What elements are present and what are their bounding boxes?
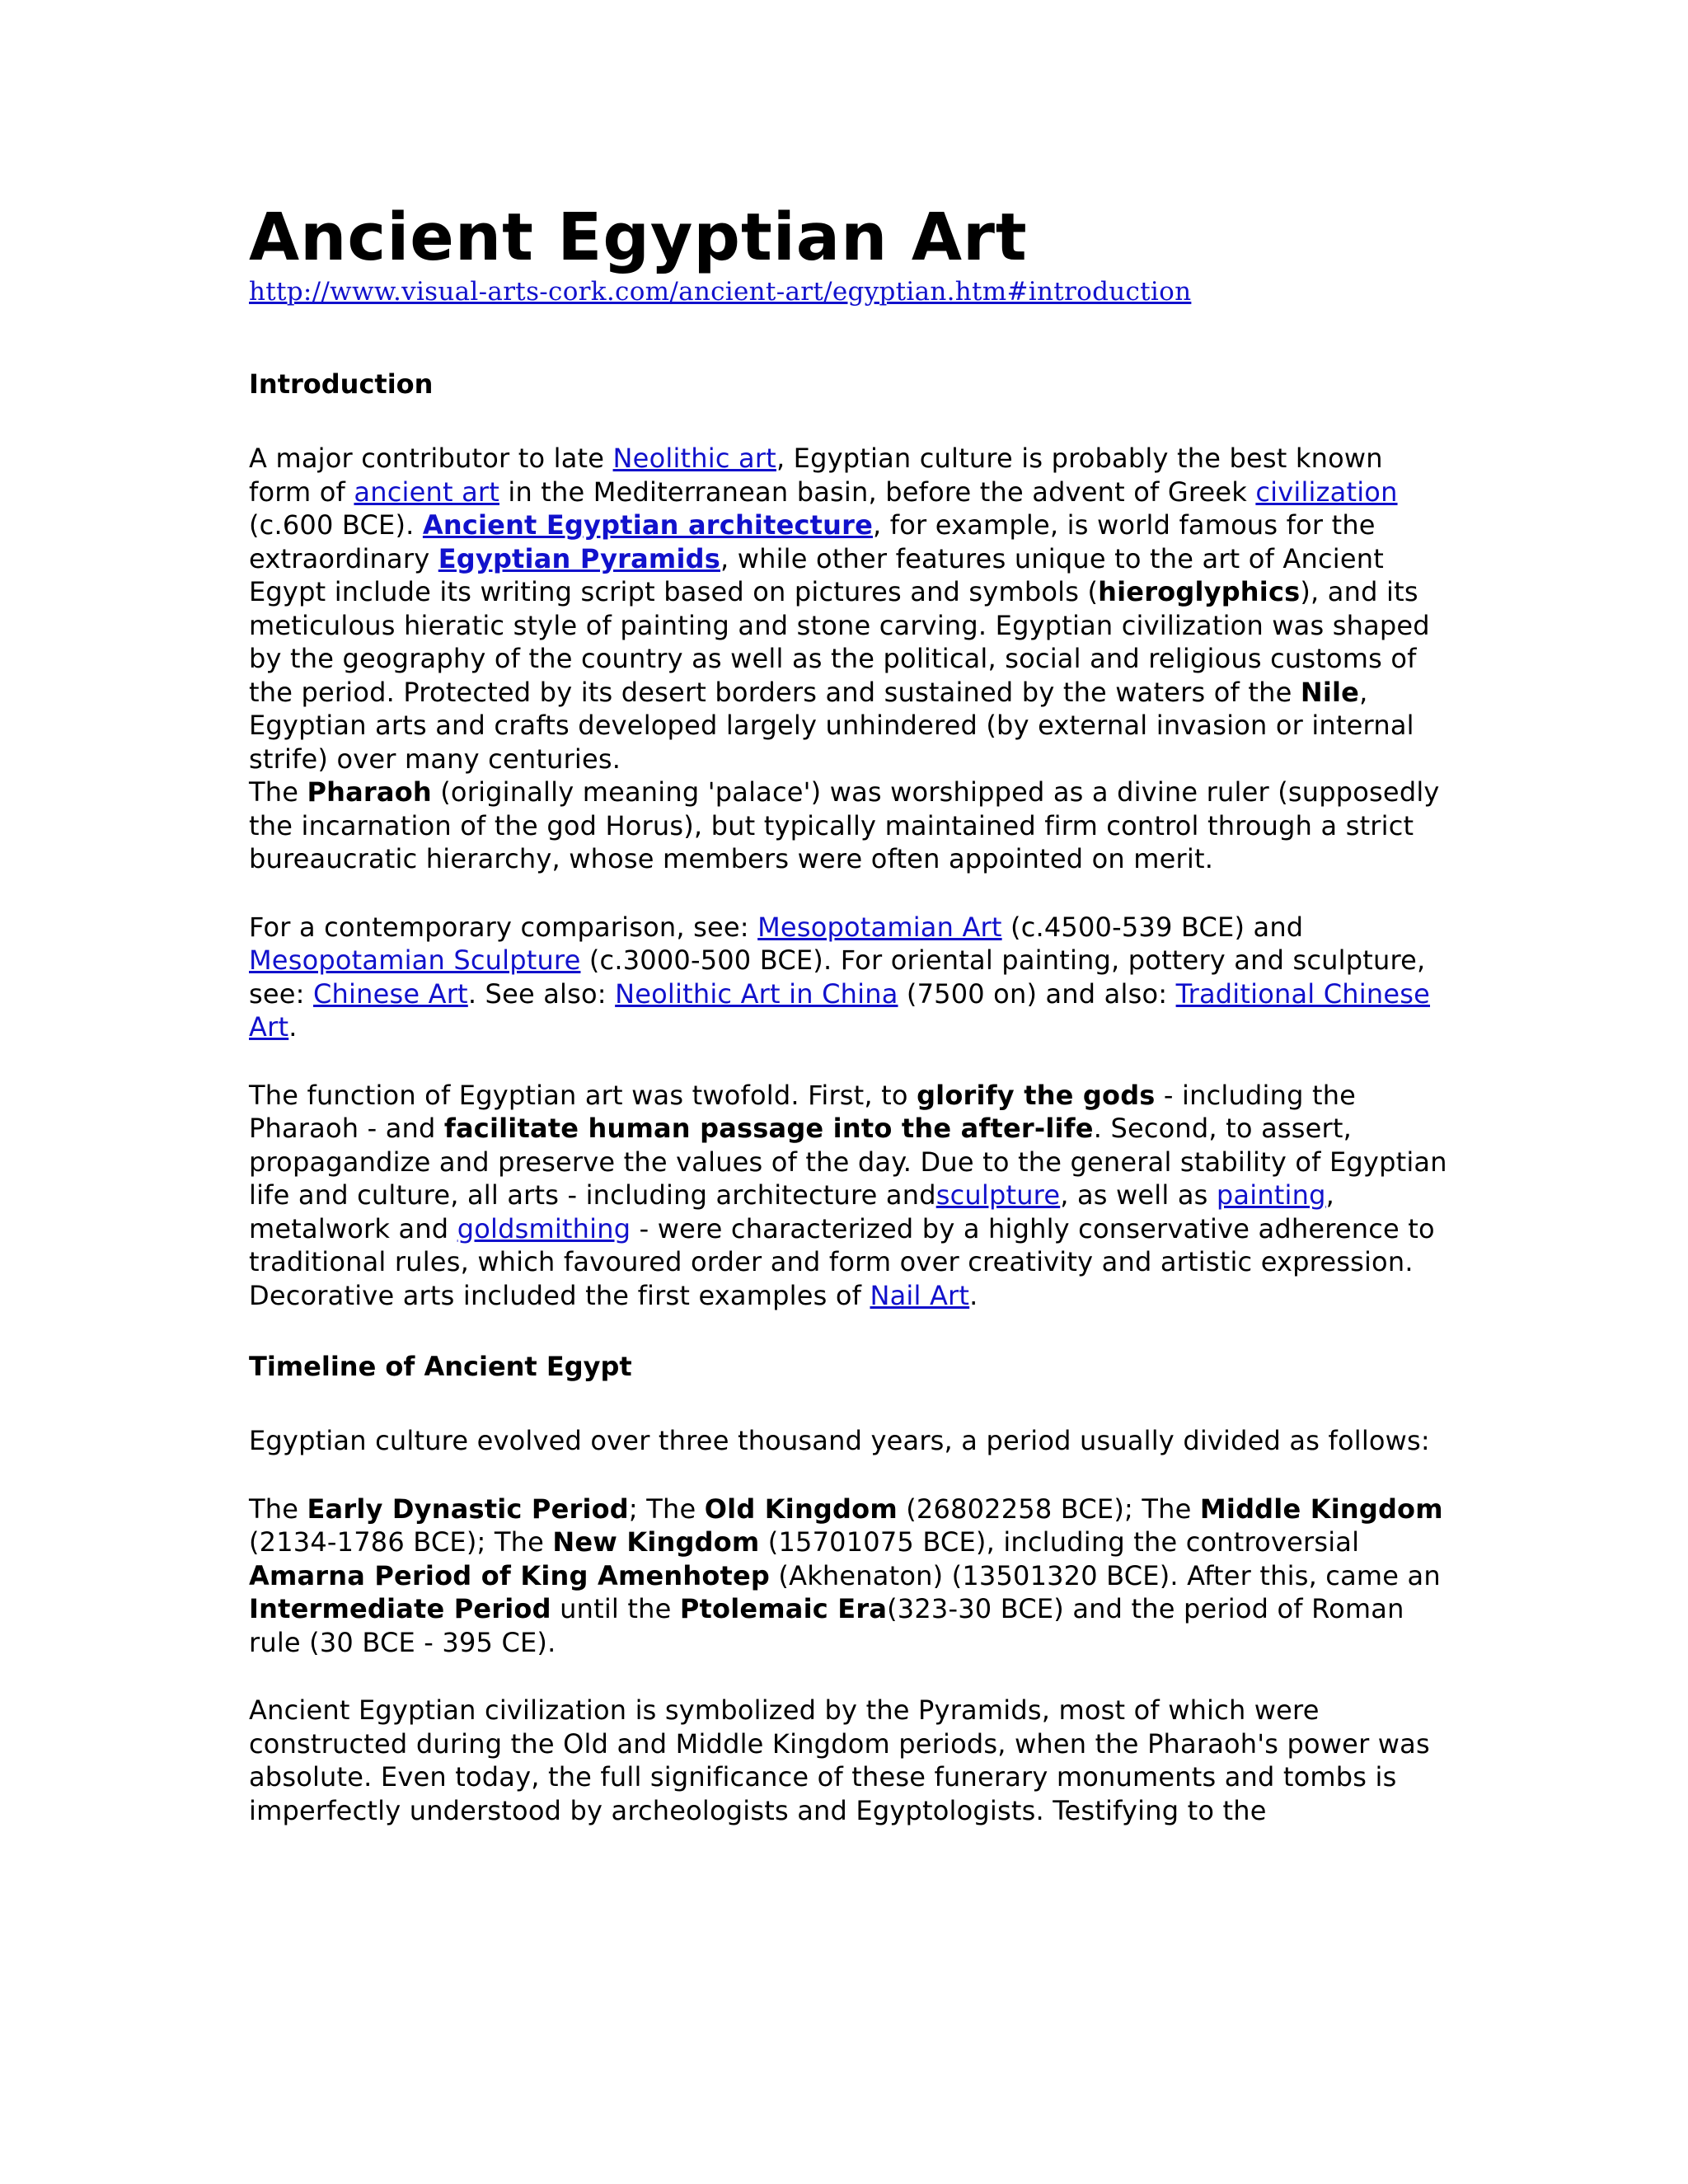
- function-paragraph: The function of Egyptian art was twofold. First, to glorify the gods - including the Pharaoh - and facilitate human passage into the after-life. Second, to assert, propagandize and preserve the values of the day. Due to the general stability of Egyptian life and culture, all arts - including architecture andsculpture, as well as painting, metalwork and goldsmithing - were characterized by a highly conservative adherence to traditional rules, which favoured order and form over creativity and artistic expression. Decorative arts included the first examples of Nail Art.: [249, 1079, 1447, 1311]
- glorify-gods-term: glorify the gods: [917, 1079, 1156, 1111]
- document-page: [249, 198, 1452, 1827]
- nail-art-link[interactable]: Nail Art: [870, 1279, 970, 1311]
- neolithic-art-link[interactable]: Neolithic art: [612, 443, 776, 474]
- timeline-intro-paragraph: Egyptian culture evolved over three thousand years, a period usually divided as follows:: [249, 1425, 1430, 1456]
- early-dynastic-term: Early Dynastic Period: [307, 1493, 629, 1525]
- traditional-chinese-art-link[interactable]: Traditional Chinese Art: [249, 977, 1431, 1043]
- amarna-period-term: Amarna Period of King Amenhotep: [249, 1559, 771, 1591]
- introduction-heading: Introduction: [249, 368, 434, 400]
- nile-term: Nile: [1300, 676, 1360, 708]
- civilization-link[interactable]: civilization: [1255, 476, 1398, 508]
- painting-link[interactable]: painting: [1216, 1179, 1326, 1211]
- pharaoh-term: Pharaoh: [307, 776, 432, 808]
- pyramids-paragraph: Ancient Egyptian civilization is symbolized by the Pyramids, most of which were constructed during the Old and Middle Kingdom periods, when the Pharaoh's power was absolute. Even today, the full significance of these funerary monuments and tombs is imperfectly understood by archeologists and Egyptologists. Testifying to the: [249, 1694, 1430, 1826]
- chinese-art-link[interactable]: Chinese Art: [313, 977, 468, 1010]
- timeline-heading: Timeline of Ancient Egypt: [249, 1351, 632, 1382]
- hieroglyphics-term: hieroglyphics: [1098, 576, 1301, 607]
- ancient-art-link[interactable]: ancient art: [354, 476, 499, 508]
- new-kingdom-term: New Kingdom: [552, 1526, 760, 1558]
- intermediate-period-term: Intermediate Period: [249, 1593, 551, 1624]
- facilitate-passage-term: facilitate human passage into the after-life: [443, 1113, 1094, 1144]
- source-url-link[interactable]: http://www.visual-arts-cork.com/ancient-art/egyptian.htm#introduction: [249, 277, 1192, 307]
- middle-kingdom-term: Middle Kingdom: [1199, 1493, 1443, 1525]
- old-kingdom-term: Old Kingdom: [704, 1493, 898, 1525]
- sculpture-link[interactable]: sculpture: [935, 1179, 1061, 1211]
- ptolemaic-era-term: Ptolemaic Era: [679, 1593, 888, 1624]
- intro-paragraph: A major contributor to late Neolithic art, Egyptian culture is probably the best known form of ancient art in the Mediterranean basin, before the advent of Greek civilization (c.600 BCE). Ancient Egyptian architecture, for example, is world famous for the extraordinary Egyptian Pyramids, while other features unique to the art of Ancient Egypt include its writing script based on pictures and symbols (hieroglyphics), and its meticulous hieratic style of painting and stone carving. Egyptian civilization was shaped by the geography of the country as well as the political, social and religious customs of the period. Protected by its desert borders and sustained by the waters of the Nile, Egyptian arts and crafts developed largely unhindered (by external invasion or internal strife) over many centuries. The Pharaoh (originally meaning 'palace') was worshipped as a divine ruler (supposedly the incarnation of the god Horus), but typically maintained firm control through a strict bureaucratic hierarchy, whose members were often appointed on merit.: [249, 443, 1440, 874]
- goldsmithing-link[interactable]: goldsmithing: [457, 1212, 631, 1244]
- mesopotamian-sculpture-link[interactable]: Mesopotamian Sculpture: [249, 944, 581, 976]
- mesopotamian-art-link[interactable]: Mesopotamian Art: [757, 911, 1002, 943]
- periods-paragraph: The Early Dynastic Period; The Old Kingdom (26802258 BCE); The Middle Kingdom (2134-1786 BCE); The New Kingdom (15701075 BCE), including the controversial Amarna Period of King Amenhotep (Akhenaton) (13501320 BCE). After this, came an Intermediate Period until the Ptolemaic Era(323-30 BCE) and the period of Roman rule (30 BCE - 395 CE).: [249, 1493, 1443, 1658]
- page-title: Ancient Egyptian Art: [249, 199, 1028, 275]
- neolithic-art-china-link[interactable]: Neolithic Art in China: [615, 977, 898, 1010]
- comparison-paragraph: For a contemporary comparison, see: Mesopotamian Art (c.4500-539 BCE) and Mesopotamian Sculpture (c.3000-500 BCE). For oriental painting, pottery and sculpture, see: Chinese Art. See also: Neolithic Art in China (7500 on) and also: Traditional Chinese Art.: [249, 911, 1431, 1043]
- egyptian-architecture-link[interactable]: Ancient Egyptian architecture: [422, 509, 874, 541]
- egyptian-pyramids-link[interactable]: Egyptian Pyramids: [438, 542, 720, 574]
